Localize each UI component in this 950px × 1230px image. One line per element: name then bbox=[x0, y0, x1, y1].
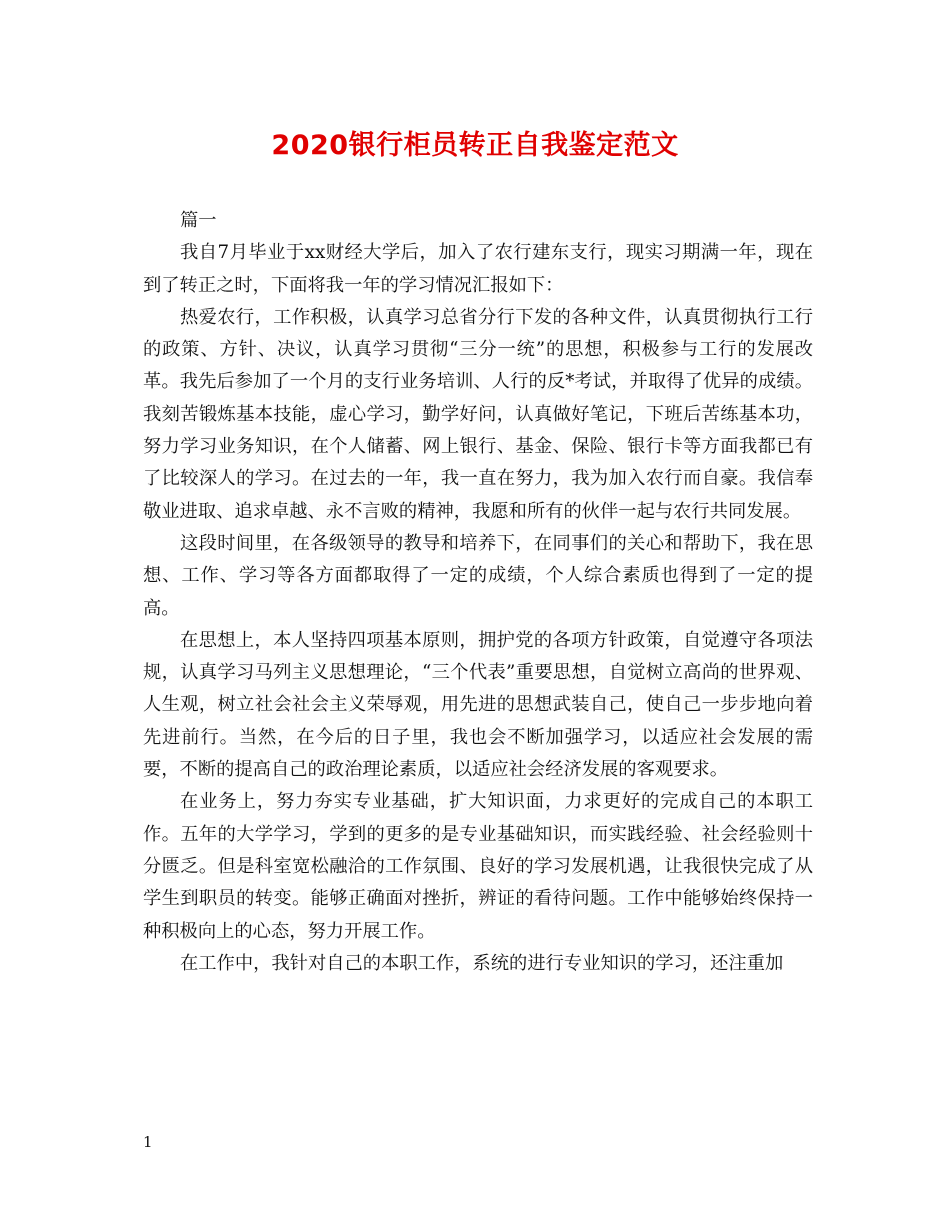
document-title: 2020银行柜员转正自我鉴定范文 bbox=[271, 130, 679, 161]
paragraph: 在业务上，努力夯实专业基础，扩大知识面，力求更好的完成自己的本职工作。五年的大学学习，学到的更多的是专业基础知识，而实践经验、社会经验则十分匮乏。但是科室宽松融洽的工作氛围、良好的学习发展机遇，让我很快完成了从学生到职员的转变。能够正确面对挫折，辨证的看待问题。工作中能够始终保持一种积极向上的心态，努力开展工作。 bbox=[143, 791, 813, 942]
paragraph: 在思想上，本人坚持四项基本原则，拥护党的各项方针政策，自觉遵守各项法规，认真学习马列主义思想理论，“三个代表”重要思想，自觉树立高尚的世界观、人生观，树立社会社会主义荣辱观，用先进的思想武装自己，使自己一步步地向着先进前行。当然，在今后的日子里，我也会不断加强学习，以适应社会发展的需要，不断的提高自己的政治理论素质，以适应社会经济发展的客观要求。 bbox=[143, 629, 813, 781]
paragraph: 在工作中，我针对自己的本职工作，系统的进行专业知识的学习，还注重加 bbox=[180, 952, 784, 974]
paragraph: 我自7月毕业于xx财经大学后，加入了农行建东支行，现实习期满一年，现在到了转正之时，下面将我一年的学习情况汇报如下： bbox=[143, 242, 813, 296]
paragraph: 热爱农行，工作积极，认真学习总省分行下发的各种文件，认真贯彻执行工行的政策、方针、决议，认真学习贯彻“三分一统”的思想，积极参与工行的发展改革。我先后参加了一个月的支行业务培训、人行的反*考试，并取得了优异的成绩。我刻苦锻炼基本技能，虚心学习，勤学好问，认真做好笔记，下班后苦练基本功，努力学习业务知识，在个人储蓄、网上银行、基金、保险、银行卡等方面我都已有了比较深人的学习。在过去的一年，我一直在努力，我为加入农行而自豪。我信奉敬业进取、追求卓越、永不言败的精神，我愿和所有的伙伴一起与农行共同发展。 bbox=[143, 306, 813, 522]
document-body bbox=[143, 205, 813, 980]
paragraph: 这段时间里，在各级领导的教导和培养下，在同事们的关心和帮助下，我在思想、工作、学习等各方面都取得了一定的成绩，个人综合素质也得到了一定的提高。 bbox=[143, 532, 813, 619]
section-heading: 篇一 bbox=[180, 210, 217, 231]
page-number: 1 bbox=[143, 1133, 153, 1151]
